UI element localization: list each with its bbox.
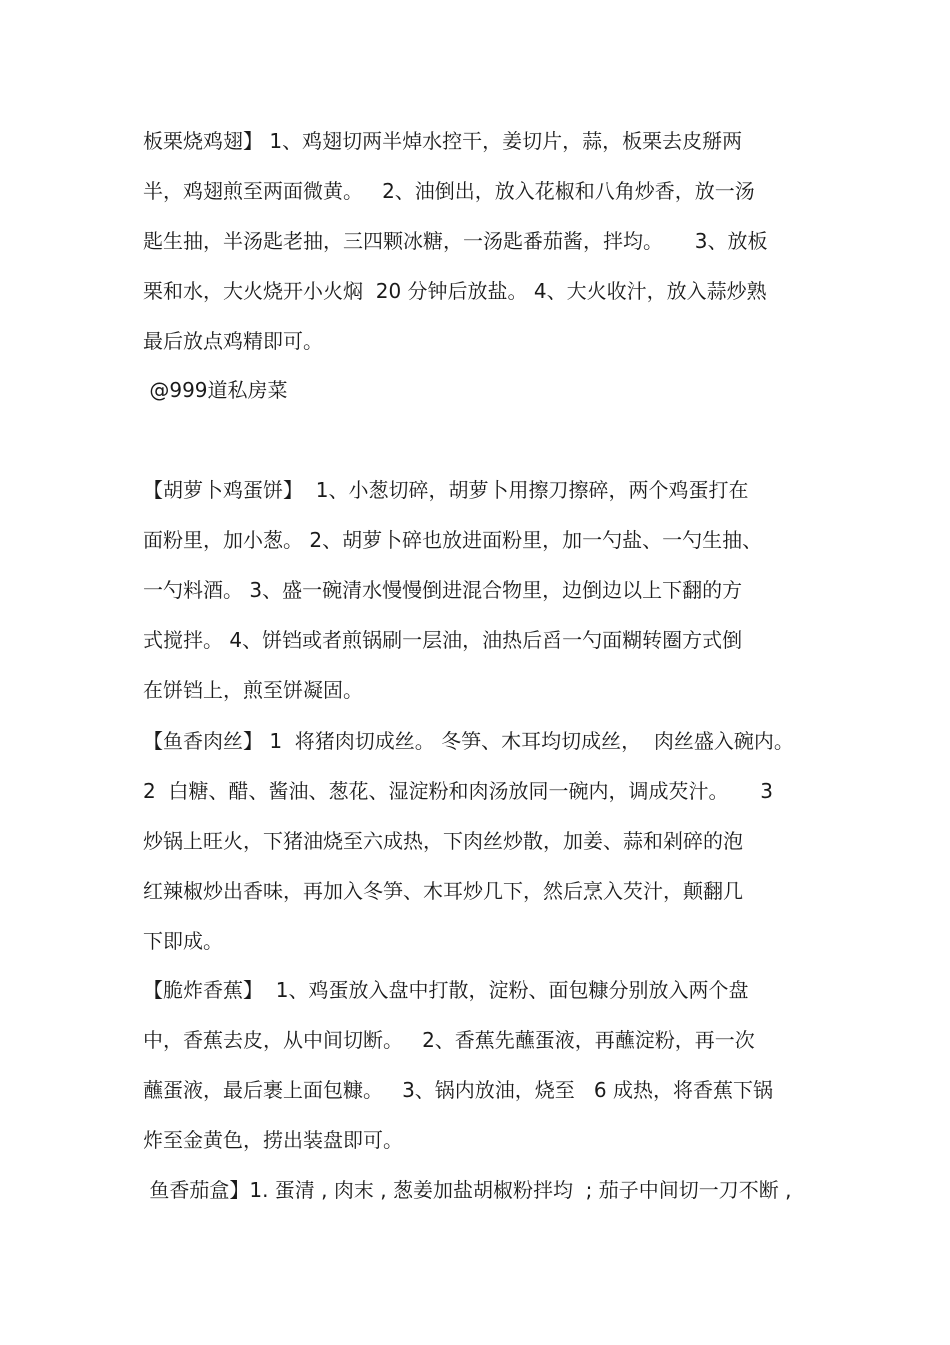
recipe-title-line: 【鱼香肉丝】 1 将猪肉切成丝。 冬笋、木耳均切成丝， 肉丝盛入碗内。 [143, 729, 794, 753]
text-line: 式搅拌。 4、饼铛或者煎锅刷一层油，油热后舀一勺面糊转圈方式倒 [143, 628, 743, 652]
recipe-title-line: 【胡萝卜鸡蛋饼】 1、小葱切碎，胡萝卜用擦刀擦碎，两个鸡蛋打在 [143, 478, 749, 502]
text-line: 栗和水，大火烧开小火焖 20 分钟后放盐。 4、大火收汁，放入蒜炒熟 [143, 279, 767, 303]
text-line: 2 白糖、醋、酱油、葱花、湿淀粉和肉汤放同一碗内，调成芡汁。 3 [143, 779, 773, 803]
text-line: 中，香蕉去皮，从中间切断。 2、香蕉先蘸蛋液，再蘸淀粉，再一次 [143, 1028, 755, 1052]
recipe-title-line: 鱼香茄盒】1. 蛋清 , 肉末 , 葱姜加盐胡椒粉拌均 ; 茄子中间切一刀不断 , [143, 1178, 792, 1202]
text-line: 红辣椒炒出香味，再加入冬笋、木耳炒几下，然后烹入芡汁，颠翻几 [143, 879, 743, 903]
text-line: 下即成。 [143, 929, 223, 953]
text-line: 半，鸡翅煎至两面微黄。 2、油倒出，放入花椒和八角炒香，放一汤 [143, 179, 755, 203]
text-line: 炸至金黄色，捞出装盘即可。 [143, 1128, 403, 1152]
signature-line: @999道私房菜 [143, 378, 288, 402]
text-line: 面粉里，加小葱。 2、胡萝卜碎也放进面粉里，加一勺盐、一勺生抽、 [143, 528, 763, 552]
text-line: 匙生抽，半汤匙老抽，三四颗冰糖，一汤匙番茄酱，拌均。 3、放板 [143, 229, 768, 253]
text-line: 蘸蛋液，最后裹上面包糠。 3、锅内放油，烧至 6 成热，将香蕉下锅 [143, 1078, 773, 1102]
text-line: 板栗烧鸡翅】 1、鸡翅切两半焯水控干，姜切片，蒜，板栗去皮掰两 [143, 129, 743, 153]
recipe-title-line: 【脆炸香蕉】 1、鸡蛋放入盘中打散，淀粉、面包糠分别放入两个盘 [143, 978, 749, 1002]
text-line: 一勺料酒。 3、盛一碗清水慢慢倒进混合物里，边倒边以上下翻的方 [143, 578, 743, 602]
text-line: 炒锅上旺火，下猪油烧至六成热，下肉丝炒散，加姜、蒜和剁碎的泡 [143, 829, 743, 853]
text-line: 在饼铛上，煎至饼凝固。 [143, 678, 363, 702]
text-line: 最后放点鸡精即可。 [143, 329, 323, 353]
